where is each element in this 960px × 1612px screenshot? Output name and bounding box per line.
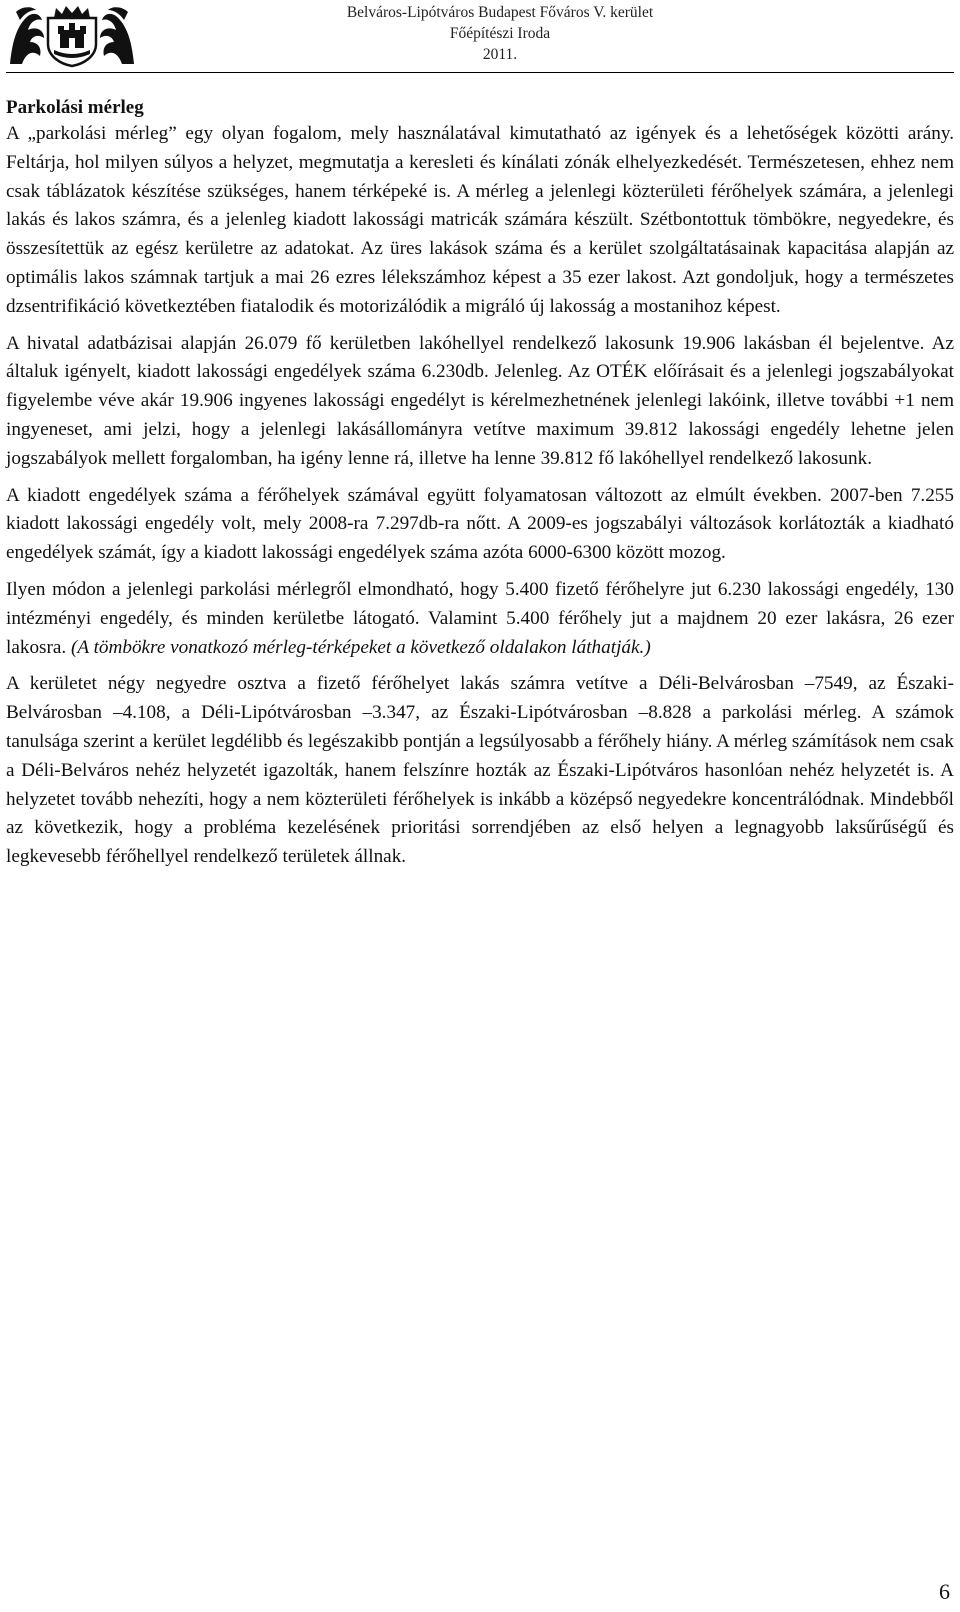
paragraph-2-text: A hivatal adatbázisai alapján 26.079 fő kerületben lakóhellyel rendelkező lakosunk 19.906 lakásban él bejelentve. Az általuk igényelt, kiadott lakossági engedélyek száma 6.230db. Jelenleg. Az OTÉK előírásait és a jelenlegi jogszabályokat figyelembe véve akár 19.906 ingyenes lakossági engedélyt is kérelmezhetnének jelenlegi lakóink, illetve további +1 nem ingyeneset, ami jelzi, hogy a jelenlegi lakásállományra vetítve maximum 39.812 lakossági engedély lehetne jelen jogszabályok mellett forgalomban, ha igény lenne rá, illetve ha lenne 39.812 fő lakóhellyel rendelkező lakosunk. — [6, 332, 954, 469]
header-text — [250, 2, 750, 65]
paragraph-3-text: A kiadott engedélyek száma a férőhelyek számával együtt folyamatosan változott az elmúlt években. 2007-ben 7.255 kiadott lakossági engedély volt, mely 2008-ra 7.297db-ra nőtt. A 2009-es jogszabályi változások korlátozták a kiadható engedélyek számát, így a kiadott lakossági engedélyek száma azóta 6000-6300 között mozog. — [6, 484, 954, 564]
header-year: 2011. — [482, 46, 518, 63]
paragraph-2 — [6, 330, 954, 474]
section-title: Parkolási mérleg — [6, 97, 144, 118]
header-municipality: Belváros-Lipótváros Budapest Főváros V. kerület — [346, 4, 654, 21]
page-number: 6 — [939, 1579, 950, 1604]
page-header — [0, 0, 960, 74]
paragraph-3 — [6, 482, 954, 568]
header-office: Főépítészi Iroda — [449, 25, 551, 42]
paragraph-5-text: A kerületet négy negyedre osztva a fizető férőhelyet lakás számra vetítve a Déli-Belvárosban –7549, az Északi-Belvárosban –4.108, a Déli-Lipótvárosban –3.347, az Északi-Lipótvárosban –8.828 a parkolási mérleg. A számok tanulsága szerint a kerület legdélibb és legészakibb pontján a legsúlyosabb a férőhely hiány. A mérleg számítások nem csak a Déli-Belváros nehéz helyzetét igazolták, hanem felszínre hozták az Északi-Lipótváros hasonlóan nehéz helyzetét is. A helyzetet tovább nehezíti, hogy a nem közterületi férőhelyek is inkább a középső negyedekre koncentrálódnak. Mindebből az következik, hogy a probléma kezelésének prioritási sorrendjében az első helyen a legnagyobb laksűrűségű és legkevesebb férőhellyel rendelkező területek állnak. — [6, 673, 954, 868]
coat-of-arms-icon — [6, 4, 138, 68]
paragraph-1-text: A „parkolási mérleg” egy olyan fogalom, mely használatával kimutatható az igények és a lehetőségek közötti arány. Feltárja, hol milyen súlyos a helyzet, megmutatja a keresleti és kínálati zónák elhelyezkedését. Természetesen, ehhez nem csak táblázatok készítése szükséges, hanem térképeké is. A mérleg a jelenlegi közterületi férőhelyek számára, a jelenlegi lakás és lakos számra, és a jelenleg kiadott lakossági matricák számára készült. Szétbontottuk tömbökre, negyedekre, és összesítettük az egész kerületre az adatokat. Az üres lakások száma és a kerület szolgáltatásainak kapacitása alapján az optimális lakos számnak tartjuk a mai 26 ezres lélekszámhoz képest a 35 ezer lakost. Azt gondoljuk, hogy a természetes dzsentrifikáció következtében fiatalodik és motorizálódik a migráló új lakosság a mostanihoz képest. — [6, 123, 954, 317]
header-divider — [6, 72, 954, 73]
paragraph-1 — [6, 120, 954, 322]
paragraph-5 — [6, 670, 954, 872]
paragraph-4-italic-note: (A tömbökre vonatkozó mérleg-térképeket a következő oldalakon láthatják.) — [71, 636, 651, 658]
paragraph-4 — [6, 576, 954, 662]
document-body — [6, 96, 954, 880]
paragraph-4-text: Ilyen módon a jelenlegi parkolási mérlegről elmondható, hogy 5.400 fizető férőhelyre jut 6.230 lakossági engedély, 130 intézményi engedély, és minden kerületbe látogató. Valamint 5.400 férőhely jut a majdnem 20 ezer lakásra, 26 ezer lakosra. — [6, 578, 954, 658]
